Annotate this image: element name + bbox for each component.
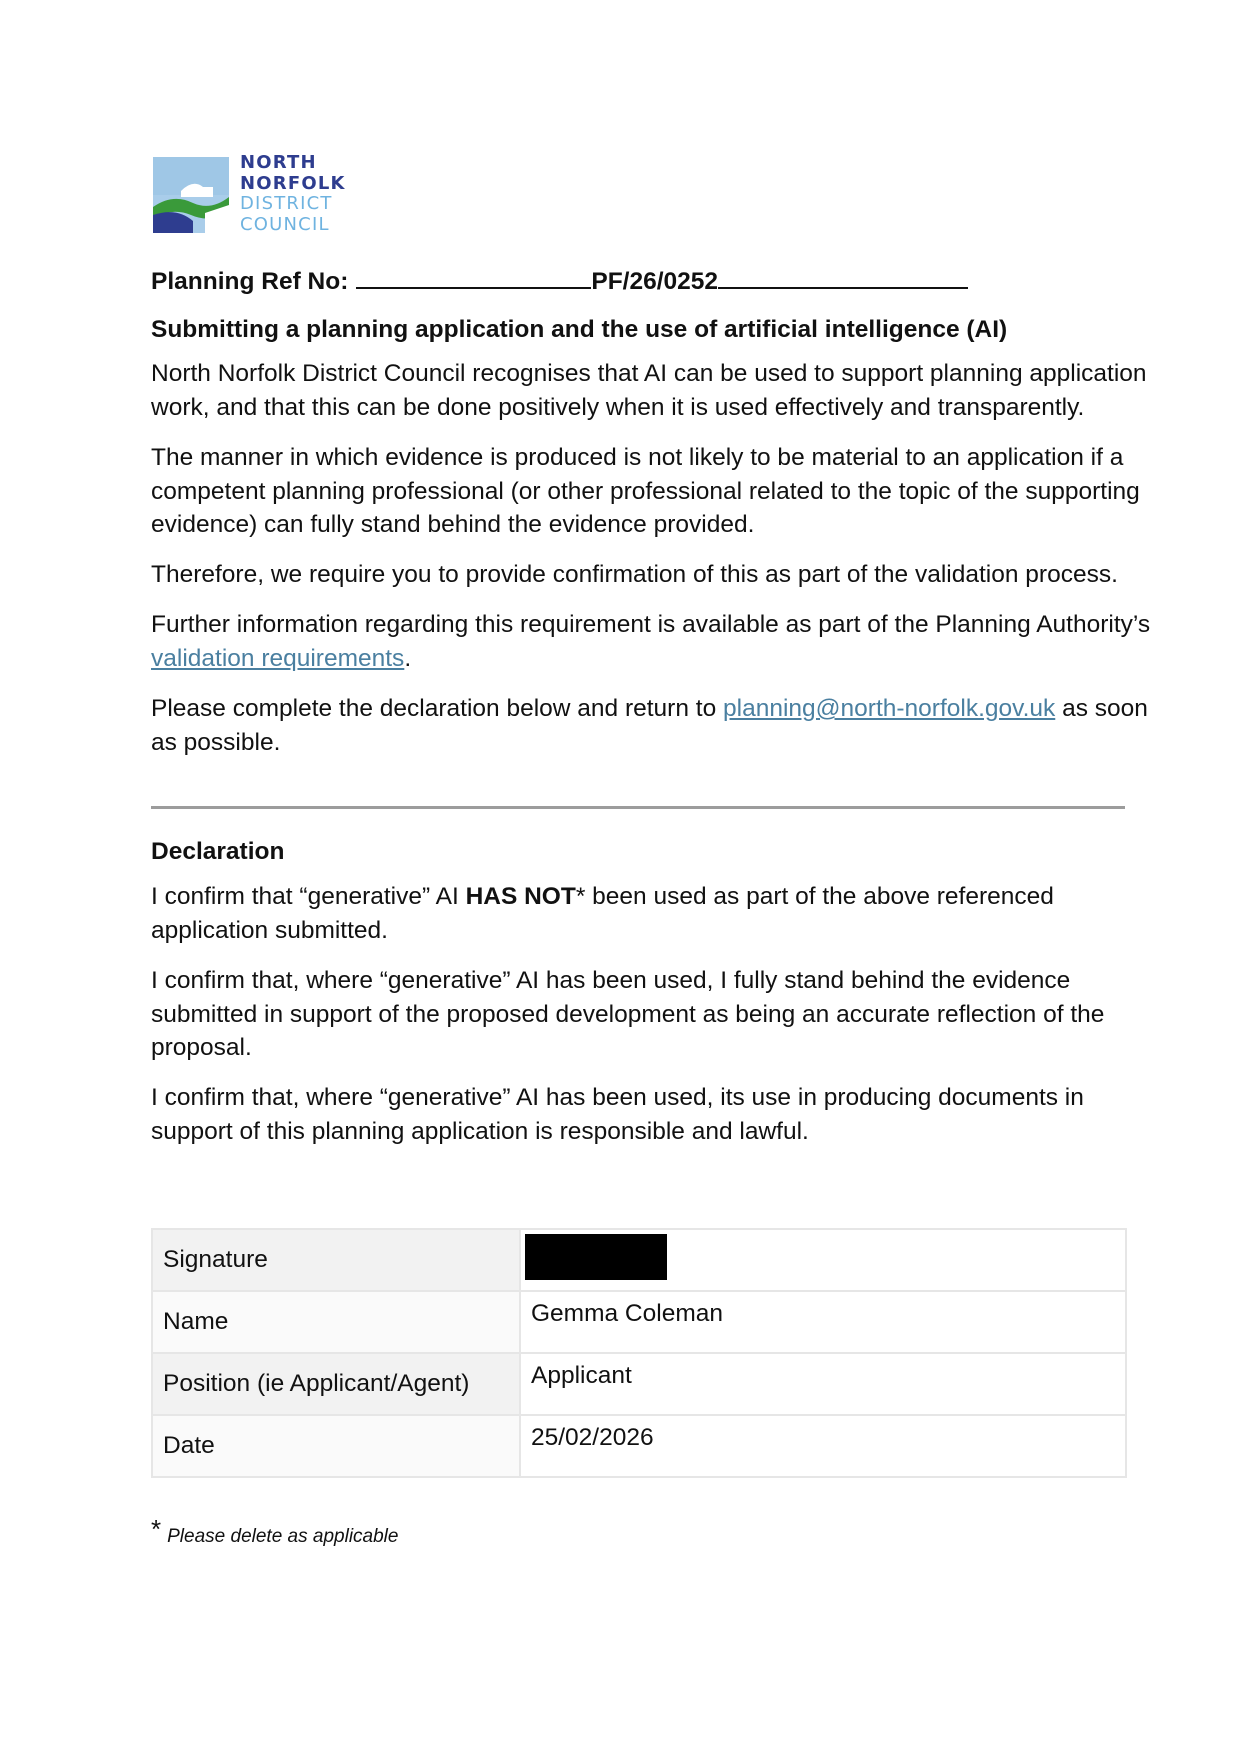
ref-underline-right xyxy=(718,265,968,289)
table-row xyxy=(152,1353,1126,1415)
page-title: Submitting a planning application and the use of artificial intelligence (AI) xyxy=(151,316,1008,343)
paragraph-4-end: . xyxy=(404,644,412,672)
name-field[interactable]: Gemma Coleman xyxy=(520,1291,1126,1353)
date-field[interactable]: 25/02/2026 xyxy=(520,1415,1126,1477)
logo-line-3: DISTRICT xyxy=(240,193,333,214)
declaration-1-text: I confirm that “generative” AI xyxy=(151,883,466,910)
paragraph-4-text: Further information regarding this requirement is available as part of the Planning Authority’s xyxy=(151,611,1151,638)
logo-line-1: NORTH xyxy=(240,152,317,173)
logo-line-2: NORFOLK xyxy=(240,172,346,194)
intro-paragraph-5 xyxy=(151,692,1171,759)
signature-redaction xyxy=(525,1234,667,1280)
declaration-statement-3: I confirm that, where “generative” AI has been used, its use in producing documents in support of this planning application is responsible and lawful. xyxy=(151,1084,1084,1145)
position-field[interactable]: Applicant xyxy=(520,1353,1126,1415)
planning-ref-value: PF/26/0252 xyxy=(591,268,719,295)
date-label: Date xyxy=(152,1415,520,1477)
intro-paragraph-4 xyxy=(151,608,1171,675)
declaration-statement-2: I confirm that, where “generative” AI has been used, I fully stand behind the evidence submitted in support of the proposed development as being an accurate reflection of the proposal. xyxy=(151,967,1105,1061)
signature-field[interactable] xyxy=(520,1229,1126,1291)
declaration-heading: Declaration xyxy=(151,838,285,865)
table-row xyxy=(152,1291,1126,1353)
signature-label: Signature xyxy=(152,1229,520,1291)
council-logo-wordmark xyxy=(240,153,346,235)
footnote xyxy=(151,1514,398,1548)
table-row xyxy=(152,1415,1126,1477)
declaration-1-end: * been used as part of the above referenced application submitted. xyxy=(151,883,1054,944)
planning-ref-label: Planning Ref No: xyxy=(151,268,349,295)
declaration-1-emphasis: HAS NOT xyxy=(465,883,576,910)
table-row xyxy=(152,1229,1126,1291)
intro-paragraph-3: Therefore, we require you to provide confirmation of this as part of the validation process. xyxy=(151,561,1118,588)
council-logo xyxy=(153,153,353,233)
declaration-statement-1 xyxy=(151,880,1171,947)
ref-underline-left xyxy=(356,265,591,289)
name-label: Name xyxy=(152,1291,520,1353)
intro-paragraph-2: The manner in which evidence is produced is not likely to be material to an application if a competent planning professional (or other professional related to the topic of the supporting evidence) can fully stand behind the evidence provided. xyxy=(151,444,1140,538)
council-logo-mark-icon xyxy=(153,157,229,233)
intro-paragraph-1: North Norfolk District Council recognises that AI can be used to support planning application work, and that this can be done positively when it is used effectively and transparently. xyxy=(151,360,1147,421)
footnote-asterisk: * xyxy=(151,1514,162,1544)
planning-email-link[interactable]: planning@north-norfolk.gov.uk xyxy=(723,695,1056,722)
planning-ref-line xyxy=(151,265,968,296)
section-divider xyxy=(151,806,1125,809)
declaration-table xyxy=(151,1228,1127,1478)
paragraph-5-end: as soon as possible. xyxy=(151,695,1148,756)
footnote-text: Please delete as applicable xyxy=(167,1526,399,1547)
logo-line-4: COUNCIL xyxy=(240,213,330,235)
paragraph-5-text: Please complete the declaration below and return to xyxy=(151,695,724,722)
position-label: Position (ie Applicant/Agent) xyxy=(152,1353,520,1415)
validation-requirements-link[interactable]: validation requirements xyxy=(151,644,405,672)
